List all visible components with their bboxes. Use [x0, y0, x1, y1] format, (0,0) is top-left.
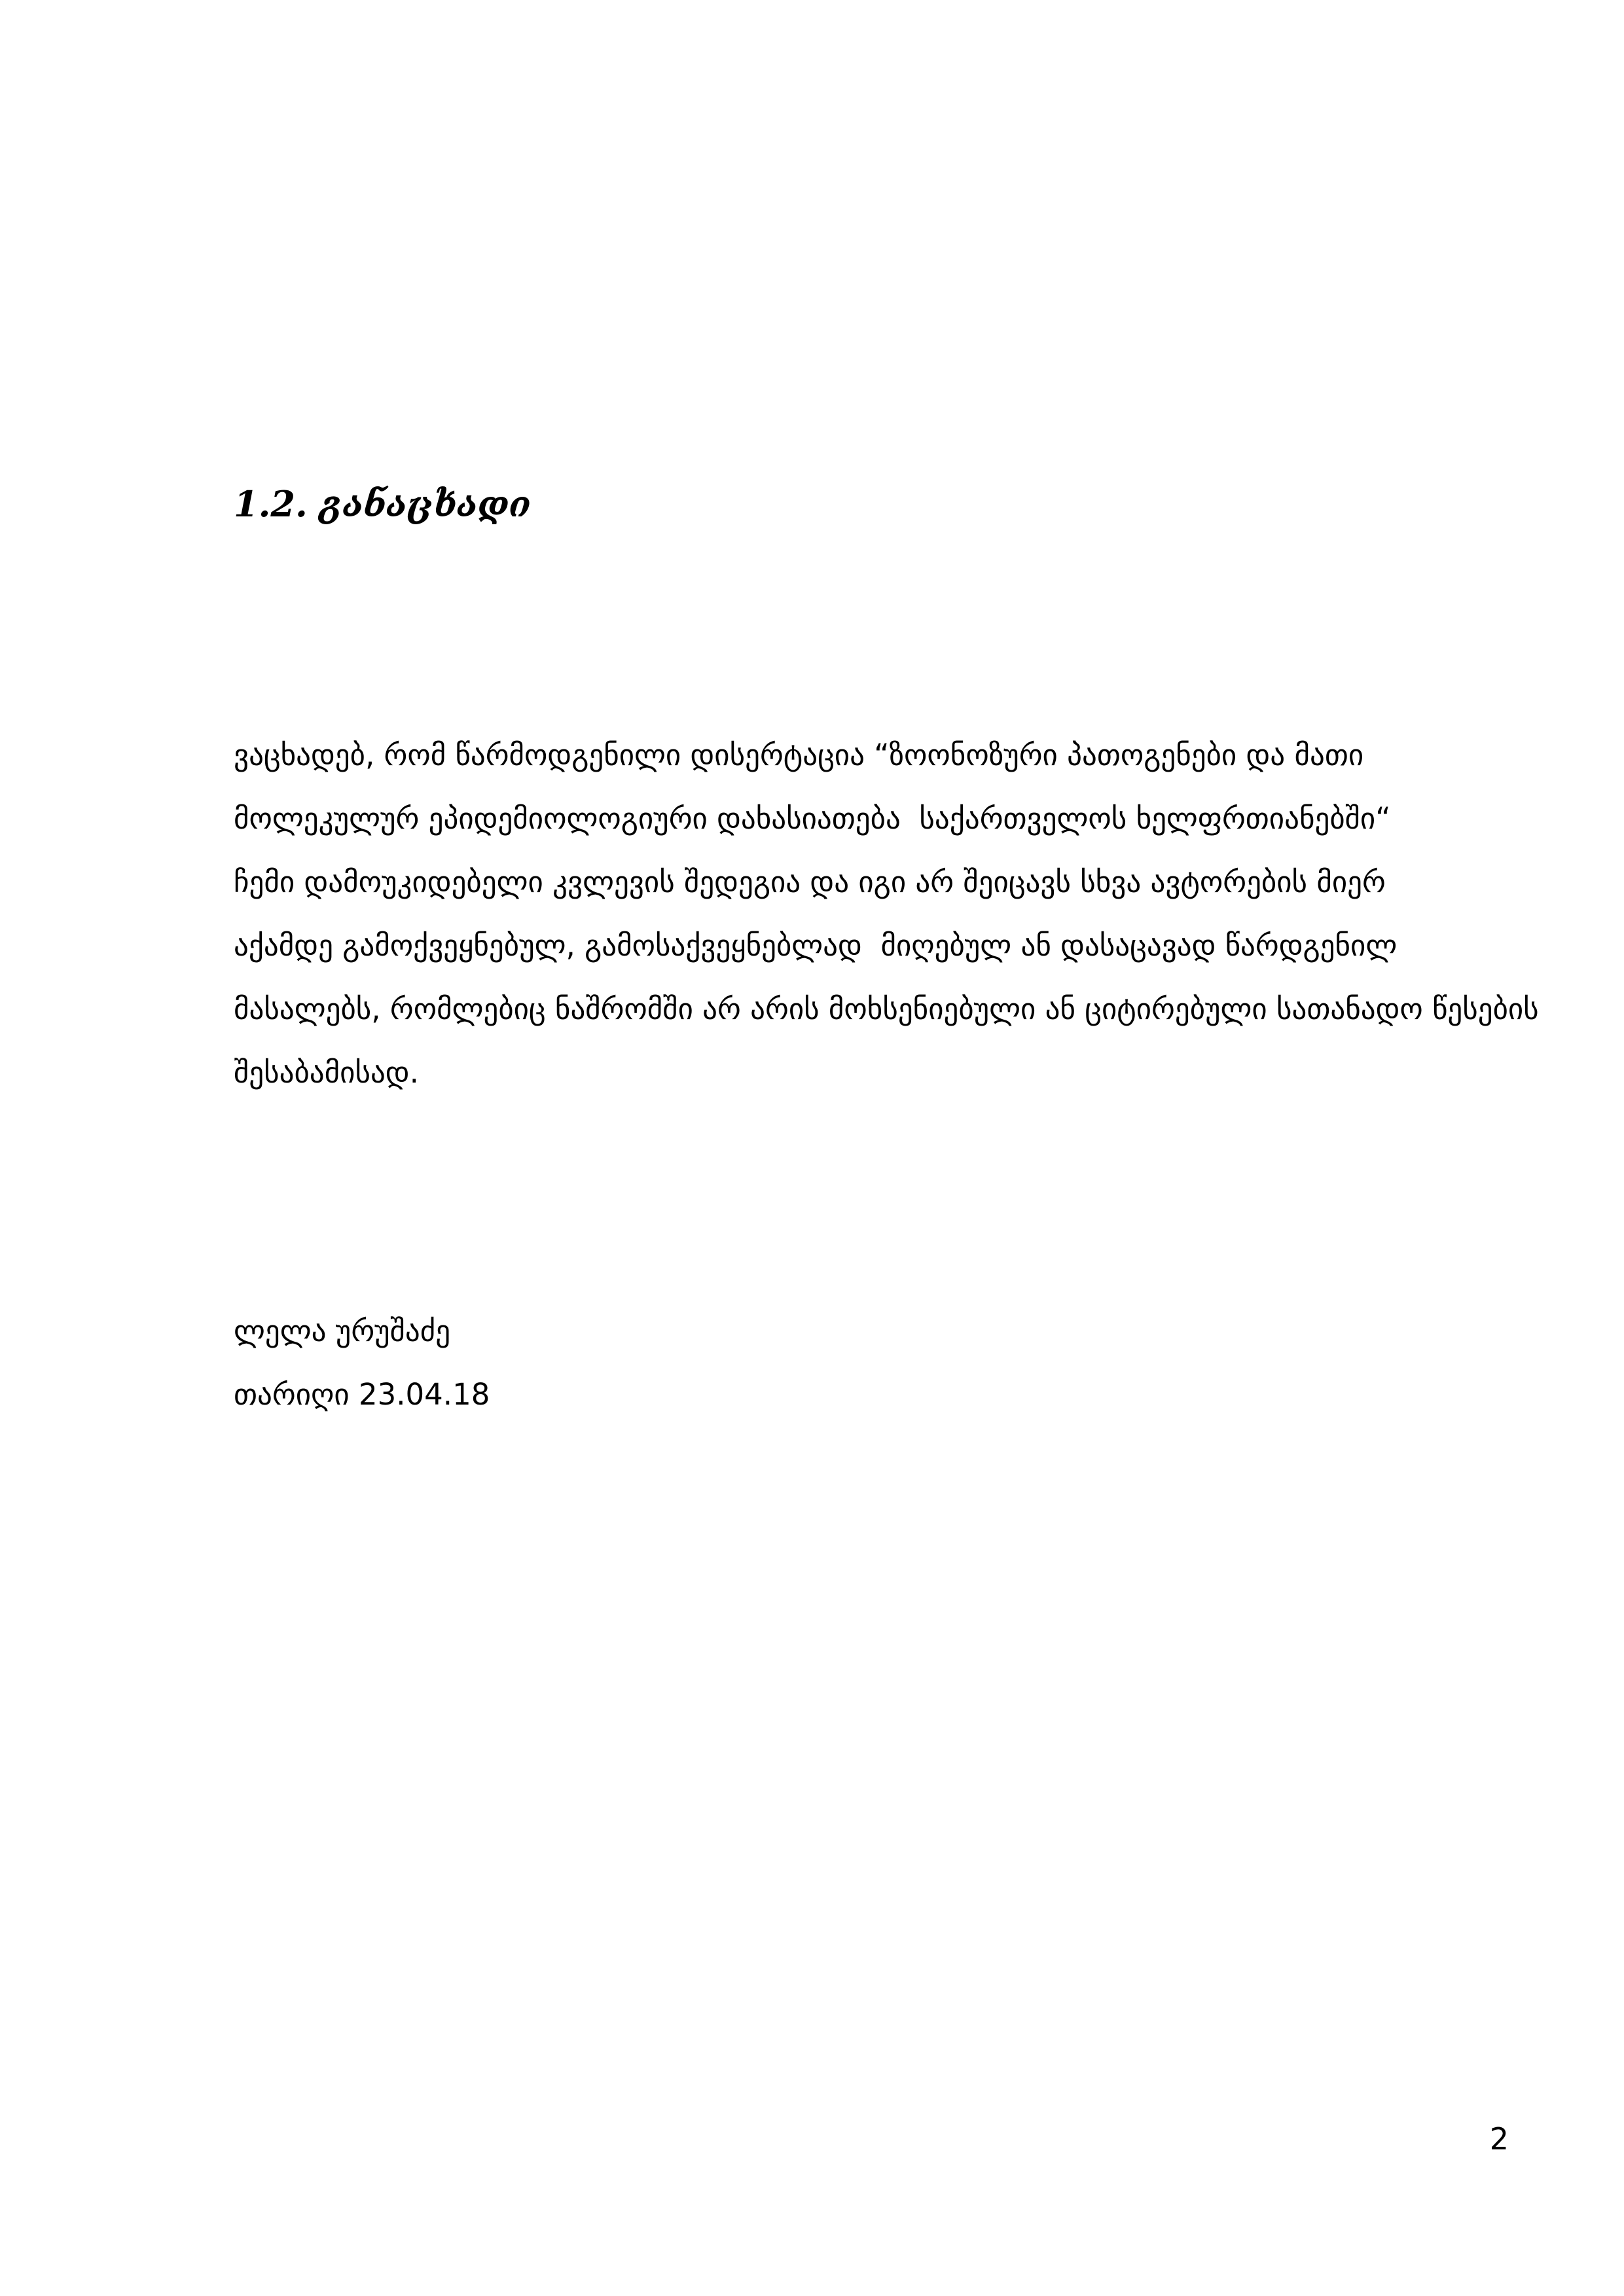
- page-number: 2: [1489, 2121, 1509, 2157]
- paragraph-line-3: ჩემი დამოუკიდებელი კვლევის შედეგია და იგი არ შეიცავს სხვა ავტორების მიერ: [234, 865, 1386, 899]
- paragraph-line-1: ვაცხადებ, რომ წარმოდგენილი დისერტაცია “ზოონოზური პათოგენები და მათი: [234, 738, 1364, 772]
- paragraph-line-6: შესაბამისად.: [234, 1055, 419, 1090]
- signature-name: ლელა ურუშაძე: [234, 1314, 451, 1348]
- signature-block: [234, 1299, 490, 1426]
- section-heading: 1.2. განაცხადი: [234, 483, 531, 525]
- signature-date: თარიღი 23.04.18: [234, 1377, 490, 1412]
- paragraph-line-5: მასალებს, რომლებიც ნაშრომში არ არის მოხსენიებული ან ციტირებული სათანადო წესების: [234, 992, 1539, 1026]
- paragraph-line-4: აქამდე გამოქვეყნებულ, გამოსაქვეყნებლად მიღებულ ან დასაცავად წარდგენილ: [234, 928, 1398, 963]
- declaration-paragraph: [234, 723, 1589, 1104]
- paragraph-line-2: მოლეკულურ ეპიდემიოლოგიური დახასიათება საქართველოს ხელფრთიანებში“: [234, 801, 1391, 836]
